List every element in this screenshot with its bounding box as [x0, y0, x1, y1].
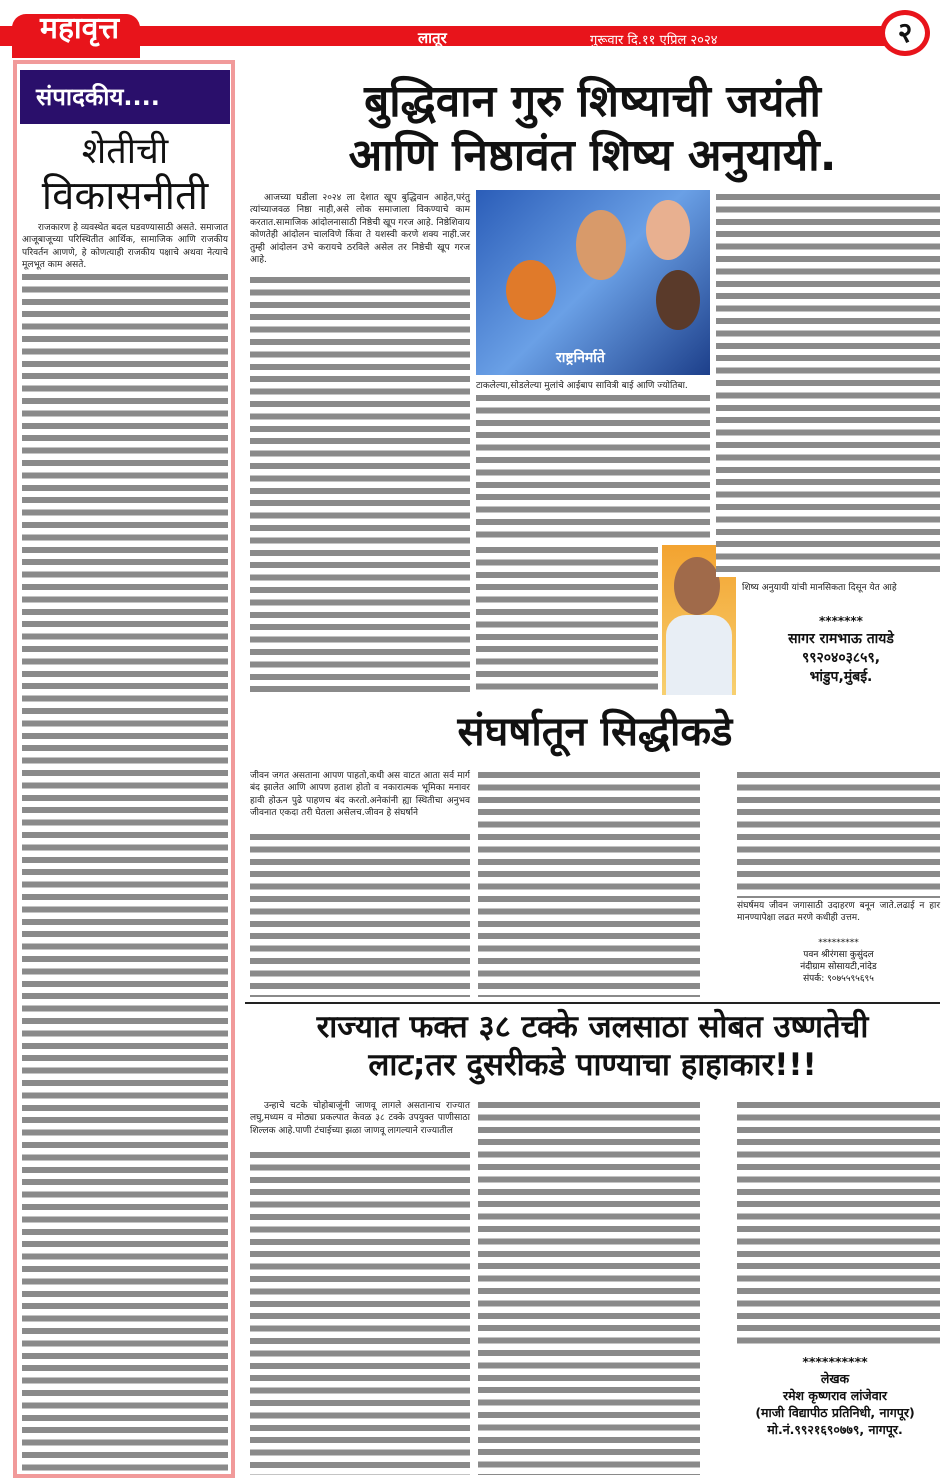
- article3-body-col1: [250, 1150, 470, 1475]
- editorial-opening: राजकारण हे व्यवस्थेत बदल घडवण्यासाठी असते. समाजात आजूबाजूच्या परिस्थितीत आर्थिक, सामाजिक आणि राजकीय परिवर्तन आणणे, हे कोणत्याही राजकीय पक्षाचे अथवा नेत्याचे मूलभूत काम असते.: [22, 223, 228, 271]
- edition-city: लातूर: [418, 29, 447, 47]
- editorial-title-line1: शेतीची: [81, 131, 169, 172]
- editorial-title-line2: विकासनीती: [41, 173, 209, 219]
- article2-author: पवन श्रीरंगसा कुसुंदल: [803, 950, 874, 960]
- article2-contact: संपर्क: ९०७५५९५६९५: [803, 974, 874, 984]
- image-caption: राष्ट्रनिर्माते: [556, 350, 605, 366]
- article3-body-col2: [478, 1100, 700, 1475]
- article3-label: लेखक: [820, 1371, 850, 1386]
- article1-stars: *******: [819, 614, 863, 628]
- article3-phone: मो.नं.९९२१६९०७७९, नागपूर.: [767, 1422, 903, 1437]
- article1-image-text: टाकलेल्या,सोडलेल्या मुलांचे आईबाप सावित्री बाई आणि ज्योतिबा.: [476, 381, 688, 391]
- article3-stars: **********: [802, 1354, 868, 1369]
- article2-body-col2: [478, 770, 700, 997]
- editorial-body: [22, 272, 228, 1472]
- article1-body-col2: [476, 393, 710, 541]
- article1-byline: [742, 630, 940, 687]
- article1-opening: आजच्या घडीला २०२४ ला देशात खूप बुद्धिवान आहेत,परंतु त्यांच्याजवळ निष्ठा नाही,असे लोक समाजाला विकण्याचे काम करतात.सामाजिक आंदोलनासाठी निष्ठेची खूप गरज आहे. निष्ठेशिवाय कोणतेही आंदोलन चालविणे किंवा ते यशस्वी करणे शक्य नाही.जर तुम्ही आंदोलन उभे करायचे ठरविले असेल तर निष्ठेची खूप गरज आहे.: [250, 193, 471, 266]
- article3-headline-line2: लाट;तर दुसरीकडे पाण्याचा हाहाकार!!!: [368, 1047, 817, 1083]
- article1-author: सागर रामभाऊ तायडे: [788, 631, 894, 647]
- article1-phone: ९९२०४०३८५९,: [801, 650, 881, 666]
- article3-byline: [730, 1353, 940, 1438]
- article1-headline-line2: आणि निष्ठावंत शिष्य अनुयायी.: [348, 130, 837, 181]
- article1-body-col2b: [476, 545, 658, 693]
- article2-body-col3: [737, 770, 940, 898]
- issue-date: गुरूवार दि.११ एप्रिल २०२४: [590, 33, 718, 48]
- article3-author: रमेश कृष्णराव लांजेवार: [782, 1388, 888, 1403]
- article2-address: नंदीग्राम सोसायटी,नांदेड: [800, 962, 877, 972]
- masthead-logo: महावृत्त: [40, 11, 120, 46]
- article1-body-col1: [250, 275, 470, 695]
- article1-headline-line1: बुद्धिवान गुरु शिष्याची जयंती: [364, 76, 821, 127]
- article2-closing: संघर्षमय जीवन जगासाठी उदाहरण बनून जाते.लढाई न हार मानण्यापेक्षा लढत मरणे कधीही उत्तम.: [737, 901, 940, 924]
- article1-body-col3: [716, 192, 940, 577]
- article2-byline: [737, 937, 940, 985]
- article2-opening: जीवन जगत असताना आपण पाहतो,कधी अस वाटत आता सर्व मार्ग बंद झालेत आणि आपण हताश होतो व नकारात्मक भूमिका मनावर हावी होऊन पुढे पाहणच बंद करतो.अनेकांनी ह्या स्थितीचा अनुभव जीवनात एकदा तरी घेतला असेलच.जीवन हे संघर्षाने: [250, 771, 470, 819]
- editorial-section-label: संपादकीय....: [20, 70, 230, 124]
- divider: [245, 1002, 940, 1004]
- article1-closing: शिष्य अनुयायी यांची मानसिकता दिसून येत आहे: [742, 583, 897, 593]
- page-number: २: [880, 10, 930, 56]
- masthead-band: [0, 14, 945, 48]
- national-leaders-image: [476, 190, 710, 375]
- article1-place: भांडुप,मुंबई.: [809, 669, 873, 685]
- article2-headline: संघर्षातून सिद्धीकडे: [457, 709, 733, 755]
- article2-body-col1: [250, 832, 470, 997]
- editorial-title: [20, 130, 230, 218]
- article3-opening: उन्हाचे चटके चोहोबाजूंनी जाणवू लागले असतानाच राज्यात लघु,मध्यम व मोठ्या प्रकल्पात केवळ ३८ टक्के उपयुक्त पाणीसाठा शिल्लक आहे.पाणी टंचाईच्या झळा जाणवू लागल्याने राज्यातील: [250, 1101, 470, 1136]
- article3-headline-line1: राज्यात फक्त ३८ टक्के जलसाठा सोबत उष्णतेची: [316, 1009, 869, 1045]
- article3-headline: [245, 1008, 940, 1084]
- article1-headline: [245, 75, 940, 183]
- article3-designation: (माजी विद्यापीठ प्रतिनिधी, नागपूर): [755, 1405, 915, 1420]
- article3-body-col3: [737, 1100, 940, 1350]
- article2-stars: *********: [818, 938, 859, 948]
